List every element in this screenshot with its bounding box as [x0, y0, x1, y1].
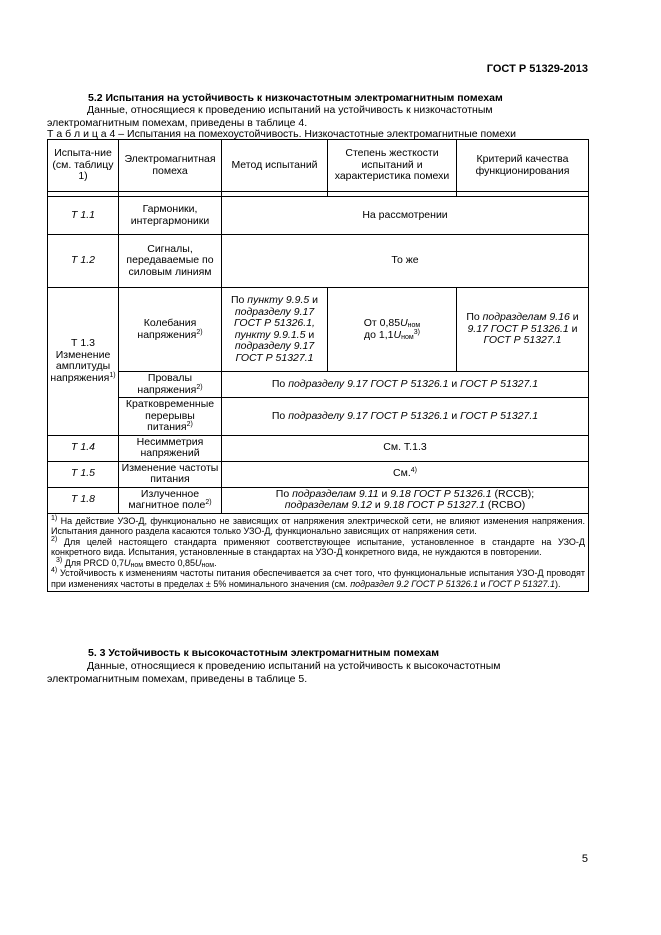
footnote-2	[51, 537, 585, 558]
text: Для целей настоящего стандарта применяют соответствующее испытание, установленное в стандарте на УЗО-Д конкретного вида. Испытания, установленные в стандартах на УЗО-Д конкретного вида, не нуждаются в повторении.	[51, 536, 585, 557]
footnote-mark: 1)	[109, 371, 116, 379]
cell-value	[222, 487, 589, 513]
text: 9.17 ГОСТ Р 51326.1	[467, 322, 569, 335]
text: подраздел 9.2 ГОСТ Р 51326.1	[350, 578, 479, 589]
cell-test	[48, 288, 119, 436]
text: ном	[130, 561, 144, 569]
text: ГОСТ Р 51327.1	[460, 377, 539, 390]
header-test: Испыта-ние (см. таблицу 1)	[48, 140, 119, 192]
footnote-mark: 1)	[51, 514, 58, 522]
test-label: Т 1.3 Изменение амплитуды напряжения	[50, 337, 111, 384]
text: подразделу 9.17 ГОСТ Р 51327.1	[234, 340, 315, 364]
text: и	[448, 377, 461, 390]
text: По	[230, 294, 248, 306]
text: U	[393, 328, 402, 341]
table-notes-row	[48, 513, 589, 592]
table-row	[48, 487, 589, 513]
section-5-2-title: 5.2 Испытания на устойчивость к низкочастотным электромагнитным помехам	[88, 92, 503, 104]
section-5-3-title: 5. 3 Устойчивость к высокочастотным электромагнитным помехам	[88, 647, 439, 659]
text: ном	[401, 333, 414, 341]
text: вместо 0,85	[143, 557, 195, 568]
footnote-3	[51, 558, 585, 569]
paragraph-line: электромагнитным помехам, приведены в таблице 5.	[47, 672, 308, 685]
text: Устойчивость к изменениям частоты питания обеспечивается за счет того, что функциональные испытания УЗО-Д проводят при изменениях частоты в пределах ± 5% номинального значения (см.	[51, 568, 585, 589]
text: Для PRCD 0,7	[62, 557, 124, 568]
paragraph-line: электромагнитным помехам, приведены в таблице 4.	[47, 116, 308, 129]
text: ГОСТ Р 51327.1	[488, 578, 555, 589]
text: (RCCB);	[491, 487, 535, 500]
footnote-4	[51, 568, 585, 589]
cell-emi: Сигналы, передаваемые по силовым линиям	[119, 235, 222, 288]
text: и	[478, 578, 489, 589]
text: и	[568, 322, 578, 335]
emi-label: Излученное магнитное поле	[128, 487, 206, 511]
text: ном	[407, 322, 421, 329]
cell-value	[222, 372, 589, 398]
text: и	[448, 409, 461, 422]
header-severity: Степень жесткости испытаний и характеристика помехи	[328, 140, 457, 192]
cell-criterion	[457, 288, 589, 372]
text: По	[466, 311, 483, 324]
table-row	[48, 398, 589, 436]
text: По	[271, 377, 289, 390]
text: пункту 9.9.5	[247, 294, 310, 306]
emi-label: Кратковременные перерывы питания	[125, 398, 215, 433]
text: и	[569, 311, 579, 324]
text: до 1,1	[364, 328, 394, 341]
cell-test: Т 1.4	[48, 435, 119, 461]
text: ГОСТ Р 51327.1	[483, 334, 562, 347]
document-code: ГОСТ Р 51329-2013	[486, 63, 588, 75]
text: По	[275, 487, 293, 500]
text: 9.18 ГОСТ Р 51326.1	[390, 487, 492, 500]
paragraph-line: Данные, относящиеся к проведению испытаний на устойчивость к высокочастотным	[87, 660, 501, 672]
table-row	[48, 372, 589, 398]
header-criterion: Критерий качества функционирования	[457, 140, 589, 192]
cell-emi	[119, 398, 222, 436]
section-5-3-paragraph	[47, 660, 588, 685]
emi-label: Колебания напряжения	[137, 317, 197, 341]
text: U	[123, 557, 131, 568]
header-method: Метод испытаний	[222, 140, 328, 192]
cell-emi	[119, 487, 222, 513]
text: и	[309, 294, 319, 306]
table-row	[48, 288, 589, 372]
text: ГОСТ Р 51327.1	[460, 409, 539, 422]
text: По	[271, 409, 289, 422]
cell-emi: Изменение частоты питания	[119, 461, 222, 487]
page-number: 5	[581, 853, 588, 865]
footnote-mark: 2)	[196, 328, 203, 336]
cell-value: На рассмотрении	[222, 197, 589, 235]
table-notes	[48, 513, 589, 592]
cell-value	[222, 398, 589, 436]
table-row	[48, 435, 589, 461]
table-caption-text: – Испытания на помехоустойчивость. Низкочастотные электромагнитные помехи	[115, 128, 516, 140]
text: ном	[201, 561, 215, 569]
paragraph-line: Данные, относящиеся к проведению испытаний на устойчивость к низкочастотным	[87, 104, 493, 116]
table-row	[48, 235, 589, 288]
cell-emi: Гармоники, интергармоники	[119, 197, 222, 235]
footnote-mark: 3)	[56, 556, 63, 564]
text: U	[194, 557, 202, 568]
text: и	[378, 487, 391, 500]
header-emi: Электромагнитная помеха	[119, 140, 222, 192]
text: На действие УЗО-Д, функционально не зависящих от напряжения электрической сети, не влияют изменения напряжения. Испытания данного раздела касаются только УЗО-Д, функционально зависящих от напряжения сети.	[51, 515, 585, 536]
text: См.	[393, 467, 411, 480]
cell-emi	[119, 372, 222, 398]
table-row	[48, 197, 589, 235]
text: 9.18 ГОСТ Р 51327.1	[383, 499, 486, 511]
text: и	[371, 499, 384, 511]
emi-label: Провалы напряжения	[137, 372, 197, 396]
text: подразделу 9.17 ГОСТ Р 51326.1, пункту 9.9.1.5	[234, 305, 315, 341]
cell-emi: Несимметрия напряжений	[119, 435, 222, 461]
footnote-mark: 3)	[413, 328, 420, 336]
table-caption-label: Т а б л и ц а 4	[47, 128, 116, 140]
section-5-2-paragraph	[47, 104, 588, 129]
cell-value: То же	[222, 235, 589, 288]
text: ).	[555, 578, 561, 589]
footnote-mark: 2)	[196, 383, 203, 391]
cell-test: Т 1.1	[48, 197, 119, 235]
cell-test: Т 1.2	[48, 235, 119, 288]
cell-test: Т 1.8	[48, 487, 119, 513]
footnote-1	[51, 516, 585, 537]
text: U	[400, 317, 408, 329]
footnote-mark: 4)	[51, 567, 58, 574]
table-row	[48, 461, 589, 487]
cell-test: Т 1.5	[48, 461, 119, 487]
text: (RCBO)	[485, 499, 526, 511]
text: и	[305, 328, 315, 341]
text: От 0,85	[363, 317, 401, 329]
cell-severity	[328, 288, 457, 372]
footnote-mark: 2)	[51, 535, 58, 543]
cell-value: См. Т.1.3	[222, 435, 589, 461]
cell-emi	[119, 288, 222, 372]
cell-method	[222, 288, 328, 372]
table-header-row	[48, 140, 589, 192]
table-4	[47, 139, 589, 592]
cell-value	[222, 461, 589, 487]
text: .	[214, 557, 217, 568]
footnote-mark: 2)	[186, 421, 193, 428]
text: подразделу 9.17 ГОСТ Р 51326.1	[288, 409, 449, 422]
text: подразделу 9.17 ГОСТ Р 51326.1	[288, 377, 449, 390]
footnote-mark: 2)	[205, 499, 212, 506]
text: подразделам 9.16	[482, 311, 570, 324]
footnote-mark: 4)	[410, 467, 417, 475]
text: подразделам 9.11	[292, 487, 379, 500]
text: подразделам 9.12	[284, 499, 372, 511]
